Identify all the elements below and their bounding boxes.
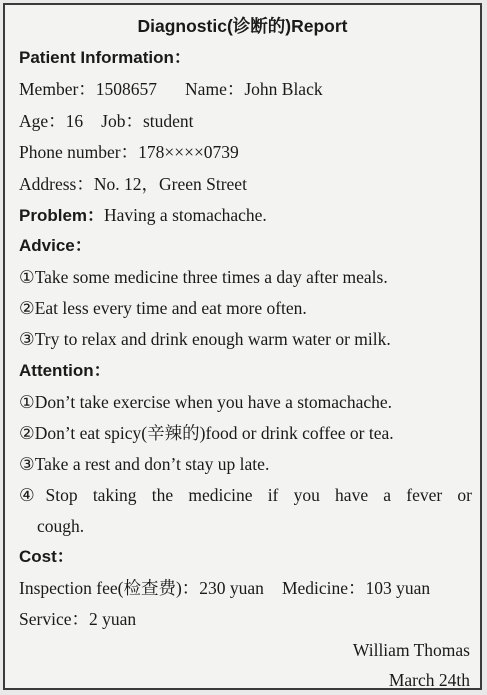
attention-item-4-continued: cough. — [37, 516, 85, 536]
patient-job: Job：student — [101, 111, 194, 131]
patient-address: Address：No. 12，Green Street — [19, 174, 247, 194]
attention-item-1: ①Don’t take exercise when you have a stomachache. — [19, 392, 392, 412]
phone-number: Phone number：178××××0739 — [19, 142, 239, 162]
attention-item-2: ②Don’t eat spicy(辛辣的)food or drink coffee or tea. — [19, 423, 394, 443]
attention-item-4: ④Stop taking the medicine if you have a fever or — [19, 485, 472, 505]
diagnostic-report-card — [3, 3, 482, 690]
advice-item-3: ③Try to relax and drink enough warm water or milk. — [19, 329, 391, 349]
fees-row — [19, 577, 472, 599]
problem-label: Problem： — [19, 206, 105, 225]
inspection-fee: Inspection fee(检查费)：230 yuan — [19, 578, 264, 598]
patient-age: Age：16 — [19, 111, 84, 131]
signature-date: March 24th — [388, 670, 470, 690]
patient-info-heading: Patient Information： — [19, 48, 191, 67]
attention-item-3: ③Take a rest and don’t stay up late. — [19, 454, 270, 474]
problem-row — [19, 204, 472, 227]
report-title: Diagnostic(诊断的)Report — [137, 16, 348, 36]
cost-heading: Cost： — [19, 547, 74, 566]
advice-item-2: ②Eat less every time and eat more often. — [19, 298, 307, 318]
signature-name: William Thomas — [352, 640, 470, 660]
medicine-fee: Medicine：103 yuan — [281, 578, 431, 598]
attention-heading: Attention： — [19, 361, 111, 380]
member-id: Member：1508657 — [19, 79, 158, 99]
patient-name: Name：John Black — [185, 79, 323, 99]
member-name-row — [19, 78, 472, 100]
problem-text: Having a stomachache. — [104, 205, 267, 225]
advice-item-1: ①Take some medicine three times a day after meals. — [19, 267, 388, 287]
age-job-row — [19, 110, 472, 132]
service-fee: Service：2 yuan — [19, 609, 137, 629]
advice-heading: Advice： — [19, 236, 92, 255]
